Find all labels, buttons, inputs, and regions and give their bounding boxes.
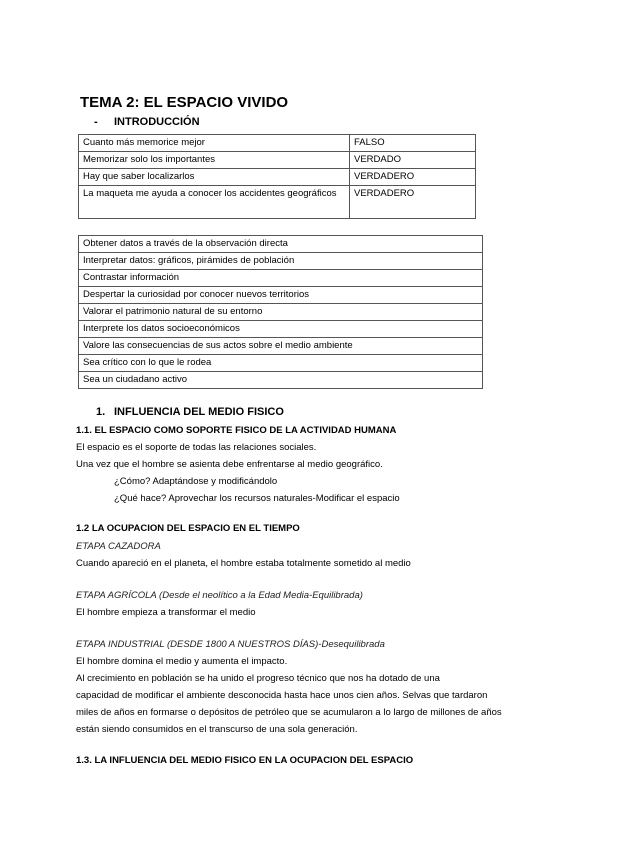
objective-cell: Obtener datos a través de la observación directa <box>79 236 483 253</box>
statement-cell: Hay que saber localizarlos <box>79 169 350 186</box>
objective-cell: Valorar el patrimonio natural de su entorno <box>79 304 483 321</box>
s11-question-2: ¿Qué hace? Aprovechar los recursos naturales-Modificar el espacio <box>114 493 400 504</box>
intro-heading <box>94 116 200 128</box>
s11-question-1: ¿Cómo? Adaptándose y modificándolo <box>114 476 278 487</box>
table-row <box>79 355 483 372</box>
stage-3-line-1: El hombre domina el medio y aumenta el impacto. <box>76 656 288 667</box>
intro-bullet: - <box>94 116 98 128</box>
table-row <box>79 287 483 304</box>
table-row <box>79 338 483 355</box>
s11-line-2: Una vez que el hombre se asienta debe enfrentarse al medio geográfico. <box>76 459 383 470</box>
answer-cell: VERDADERO <box>350 169 476 186</box>
table-row <box>79 270 483 287</box>
table-row <box>79 169 476 186</box>
true-false-table <box>78 134 476 219</box>
answer-cell: FALSO <box>350 135 476 152</box>
table-row <box>79 372 483 389</box>
statement-cell: La maqueta me ayuda a conocer los accidentes geográficos <box>79 186 350 219</box>
table-row <box>79 236 483 253</box>
intro-label: INTRODUCCIÓN <box>114 116 200 128</box>
objective-cell: Despertar la curiosidad por conocer nuevos territorios <box>79 287 483 304</box>
section-1-heading <box>96 406 284 418</box>
section-1-title: INFLUENCIA DEL MEDIO FISICO <box>114 406 284 418</box>
s11-line-1: El espacio es el soporte de todas las relaciones sociales. <box>76 442 317 453</box>
answer-cell: VERDADO <box>350 152 476 169</box>
answer-cell: VERDADERO <box>350 186 476 219</box>
stage-2-text: El hombre empieza a transformar el medio <box>76 607 256 618</box>
objective-cell: Interprete los datos socioeconómicos <box>79 321 483 338</box>
stage-1-text: Cuando apareció en el planeta, el hombre estaba totalmente sometido al medio <box>76 558 411 569</box>
table-row <box>79 304 483 321</box>
table-row <box>79 135 476 152</box>
table-row <box>79 253 483 270</box>
statement-cell: Memorizar solo los importantes <box>79 152 350 169</box>
objective-cell: Contrastar información <box>79 270 483 287</box>
stage-3-line-2: Al crecimiento en población se ha unido el progreso técnico que nos ha dotado de una <box>76 673 440 684</box>
stage-3-line-5: están siendo consumidos en el transcurso de una sola generación. <box>76 724 358 735</box>
objective-cell: Valore las consecuencias de sus actos sobre el medio ambiente <box>79 338 483 355</box>
objective-cell: Sea crítico con lo que le rodea <box>79 355 483 372</box>
section-1-number: 1. <box>96 406 106 418</box>
page-title: TEMA 2: EL ESPACIO VIVIDO <box>80 94 289 111</box>
stage-3-line-3: capacidad de modificar el ambiente desconocida hasta hace unos cien años. Selvas que tardaron <box>76 690 488 701</box>
stage-1-title: ETAPA CAZADORA <box>76 541 161 552</box>
section-1-1-heading: 1.1. EL ESPACIO COMO SOPORTE FISICO DE LA ACTIVIDAD HUMANA <box>76 425 397 436</box>
objective-cell: Interpretar datos: gráficos, pirámides de población <box>79 253 483 270</box>
stage-2-title: ETAPA AGRÍCOLA (Desde el neolítico a la Edad Media-Equilibrada) <box>76 590 363 601</box>
stage-3-line-4: miles de años en formarse o depósitos de petróleo que se acumularon a lo largo de millones de años <box>76 707 502 718</box>
objectives-table <box>78 235 483 389</box>
objective-cell: Sea un ciudadano activo <box>79 372 483 389</box>
section-1-3-heading: 1.3. LA INFLUENCIA DEL MEDIO FISICO EN LA OCUPACION DEL ESPACIO <box>76 755 414 766</box>
section-1-2-heading: 1.2 LA OCUPACION DEL ESPACIO EN EL TIEMPO <box>76 523 300 534</box>
table-row <box>79 152 476 169</box>
statement-cell: Cuanto más memorice mejor <box>79 135 350 152</box>
table-row <box>79 186 476 219</box>
table-row <box>79 321 483 338</box>
stage-3-title: ETAPA INDUSTRIAL (DESDE 1800 A NUESTROS DÍAS)-Desequilibrada <box>76 639 385 650</box>
